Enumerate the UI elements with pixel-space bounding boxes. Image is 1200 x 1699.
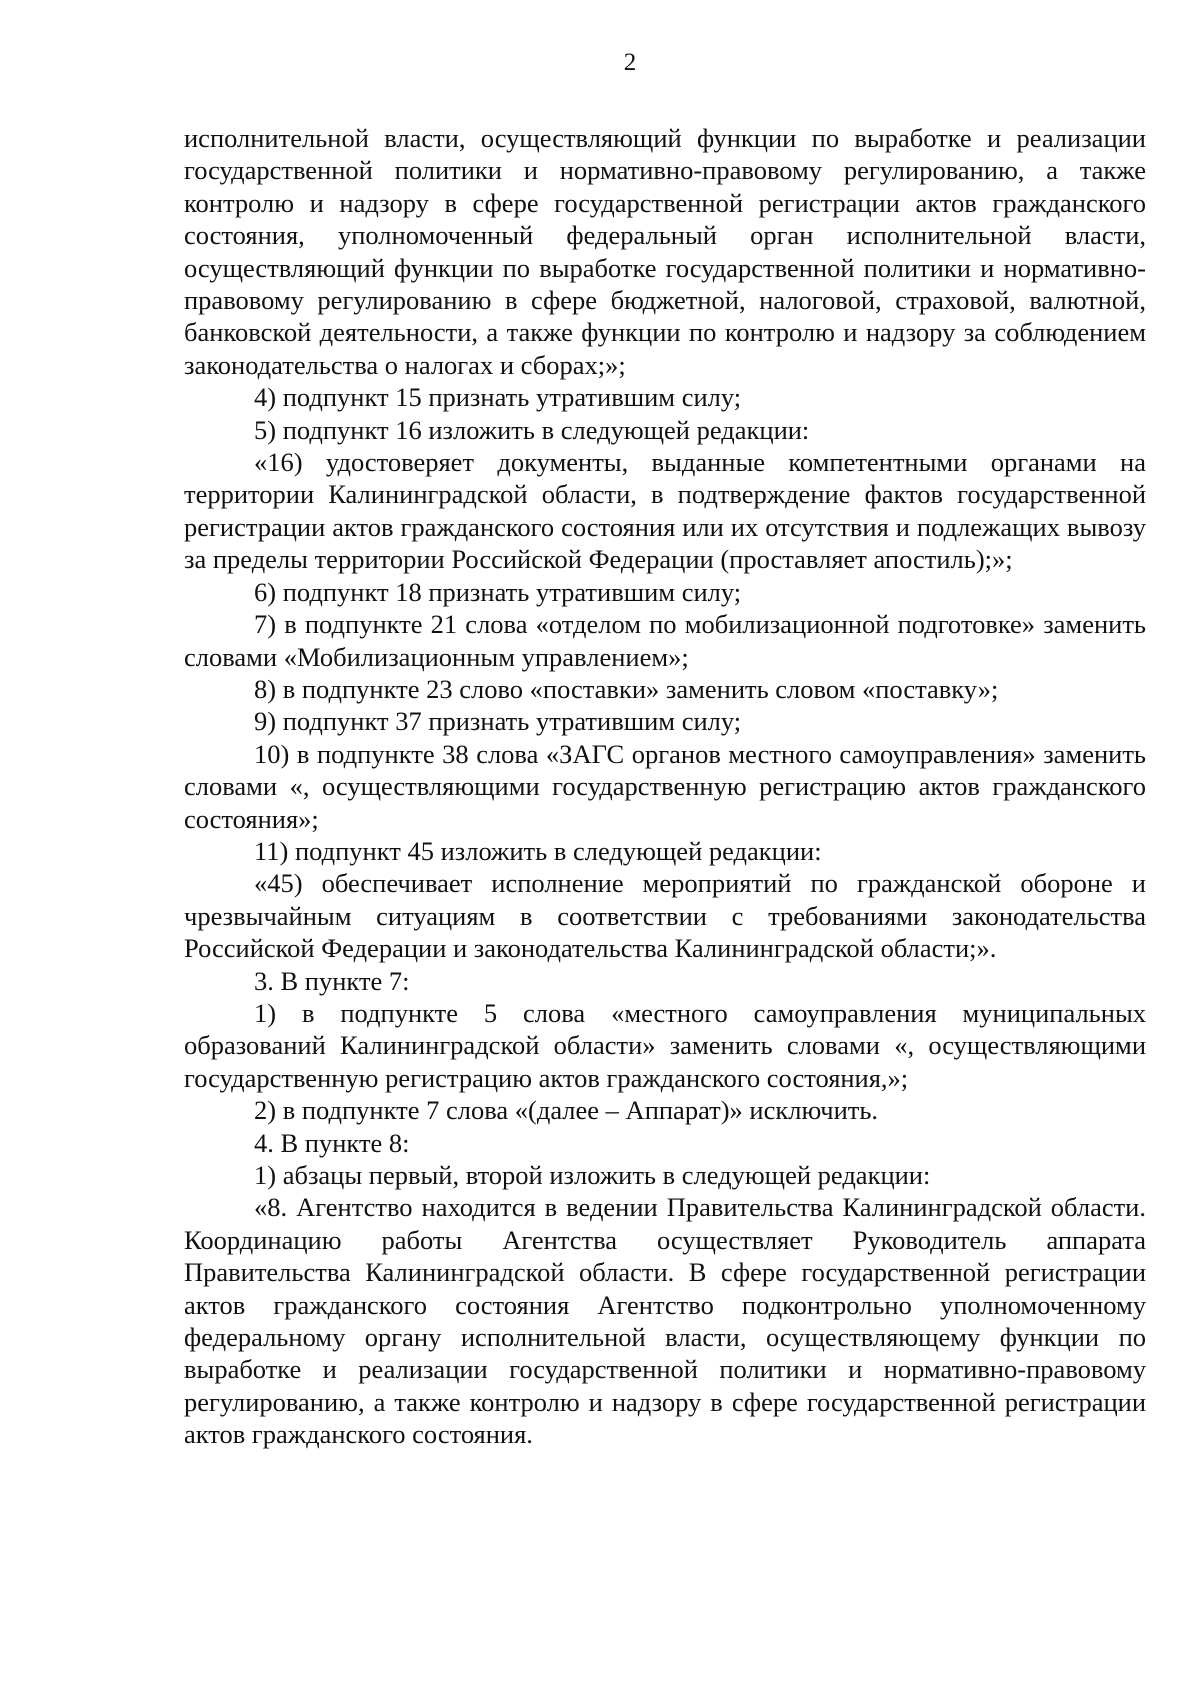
paragraph-subitem-8: 8) в подпункте 23 слово «поставки» заменить словом «поставку»; (254, 673, 999, 704)
paragraph-subitem-9: 9) подпункт 37 признать утратившим силу; (254, 706, 742, 737)
paragraph-item-4: 4. В пункте 8: (254, 1127, 410, 1158)
paragraph-quoted-16: «16) удостоверяет документы, выданные компетентными органами на территории Калининградской области, в подтверждение фактов государственной регистрации актов гражданского состояния или их отсутствия и подлежащих вывозу за пределы территории Российской Федерации (проставляет апостиль);»; (184, 447, 1146, 575)
paragraph-subitem-11: 11) подпункт 45 изложить в следующей редакции: (254, 835, 822, 866)
paragraph-item-4-subitem-1: 1) абзацы первый, второй изложить в следующей редакции: (254, 1160, 931, 1190)
document-body (184, 122, 1146, 1451)
paragraph-quoted-45: «45) обеспечивает исполнение мероприятий по гражданской обороне и чрезвычайным ситуациям в соответствии с требованиями законодательства Российской Федерации и законодательства Калининградской области;». (184, 868, 1146, 964)
paragraph-subitem-7: 7) в подпункте 21 слова «отделом по мобилизационной подготовке» заменить словами «Мобилизационным управлением»; (184, 609, 1146, 672)
page-number: 2 (623, 49, 637, 76)
paragraph-continuation: исполнительной власти, осуществляющий функции по выработке и реализации государственной политики и нормативно-правовому регулированию, а также контролю и надзору в сфере государственной регистрации актов гражданского состояния, уполномоченный федеральный орган исполнительной власти, осуществляющий функции по выработке государственной политики и нормативно-правовому регулированию в сфере бюджетной, налоговой, страховой, валютной, банковской деятельности, а также функции по контролю и надзору за соблюдением законодательства о налогах и сборах;»; (184, 123, 1146, 380)
paragraph-subitem-6: 6) подпункт 18 признать утратившим силу; (254, 576, 742, 607)
paragraph-item-3-subitem-1: 1) в подпункте 5 слова «местного самоуправления муниципальных образований Калининградской области» заменить словами «, осуществляющими государственную регистрацию актов гражданского состояния,»; (184, 997, 1146, 1093)
paragraph-subitem-10: 10) в подпункте 38 слова «ЗАГС органов местного самоуправления» заменить словами «, осуществляющими государственную регистрацию актов гражданского состояния»; (184, 738, 1146, 834)
paragraph-subitem-4: 4) подпункт 15 признать утратившим силу; (254, 382, 742, 413)
paragraph-subitem-5: 5) подпункт 16 изложить в следующей редакции: (254, 414, 810, 445)
paragraph-item-3: 3. В пункте 7: (254, 965, 410, 996)
paragraph-item-3-subitem-2: 2) в подпункте 7 слова «(далее – Аппарат)» исключить. (254, 1095, 879, 1126)
paragraph-quoted-8: «8. Агентство находится в ведении Правительства Калининградской области. Координацию работы Агентства осуществляет Руководитель аппарата Правительства Калининградской области. В сфере государственной регистрации актов гражданского состояния Агентство подконтрольно уполномоченному федеральному органу исполнительной власти, осуществляющему функции по выработке и реализации государственной политики и нормативно-правовому регулированию, а также контролю и надзору в сфере государственной регистрации актов гражданского состояния. (184, 1192, 1146, 1450)
